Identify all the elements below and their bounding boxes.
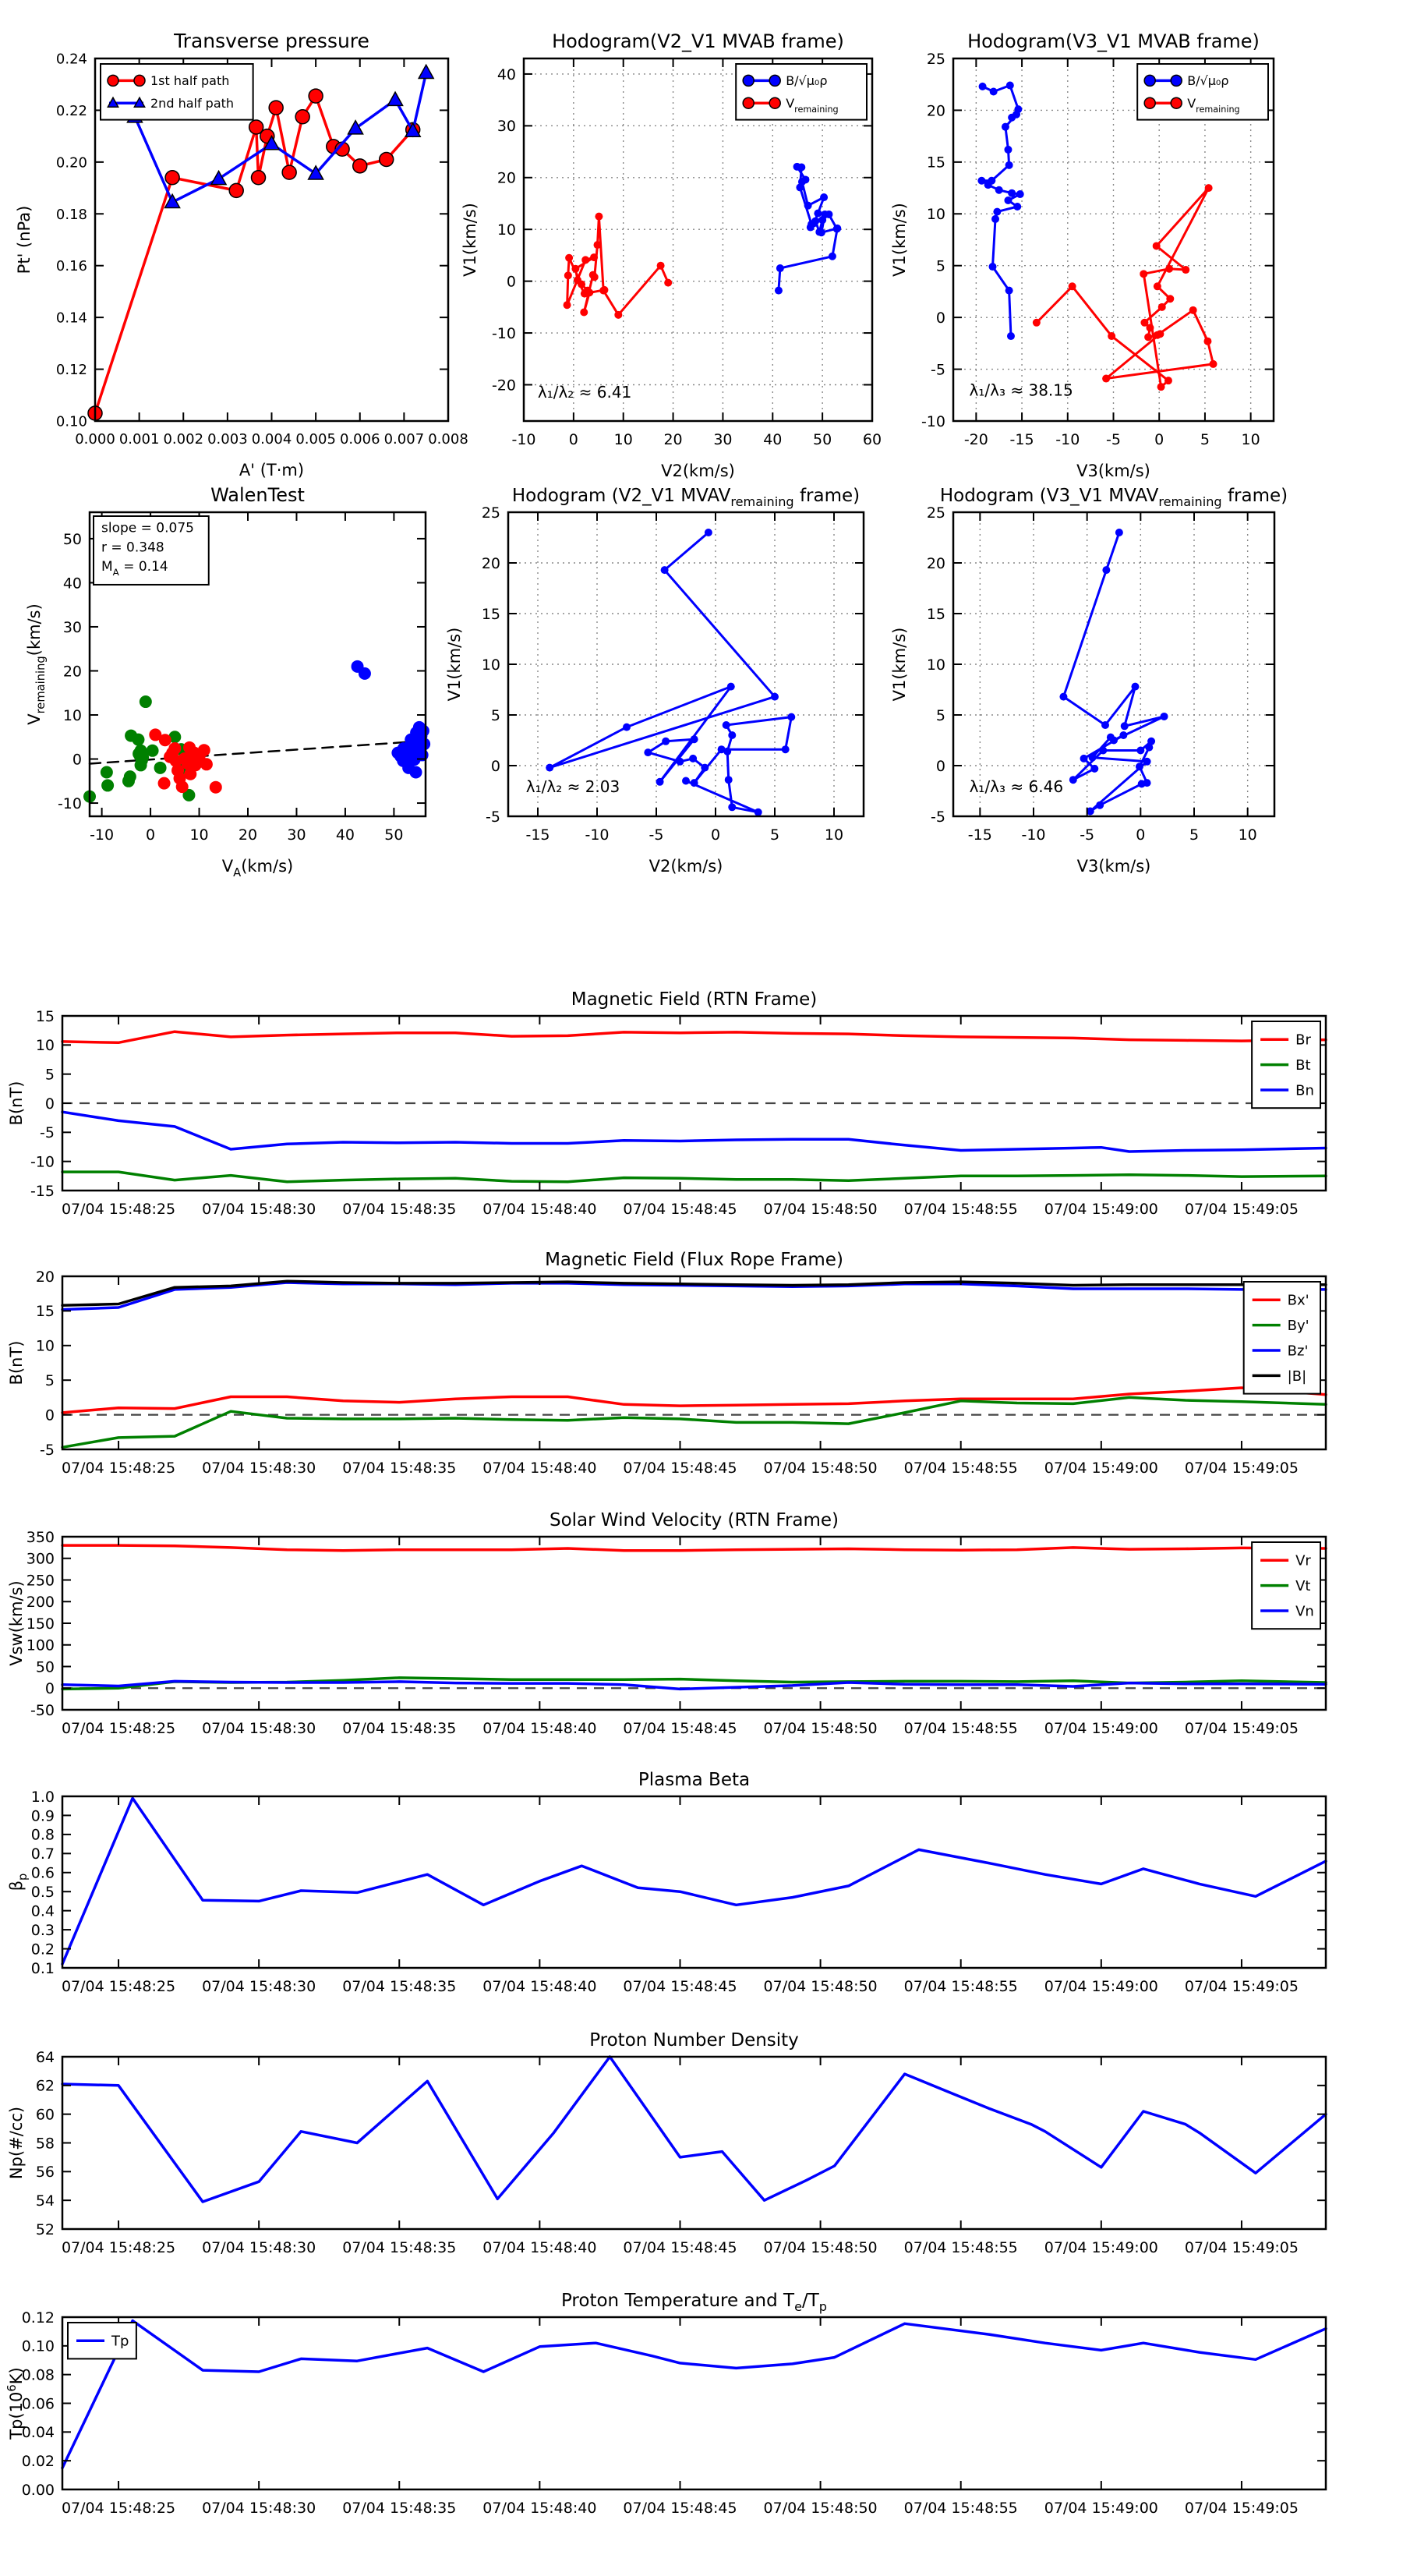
svg-text:0: 0: [72, 751, 82, 769]
svg-text:07/04 15:48:50: 07/04 15:48:50: [763, 1201, 878, 1218]
svg-text:0.08: 0.08: [21, 2366, 55, 2384]
svg-text:20: 20: [35, 1268, 55, 1286]
svg-text:0: 0: [44, 1095, 55, 1113]
svg-text:07/04 15:49:00: 07/04 15:49:00: [1044, 1460, 1158, 1477]
proton-temperature-xtick-labels: [62, 2500, 1299, 2517]
svg-text:07/04 15:48:45: 07/04 15:48:45: [623, 1201, 737, 1218]
svg-text:0: 0: [935, 309, 945, 327]
hodogram-v2v1-mvab-title: Hodogram(V2_V1 MVAB frame): [552, 30, 844, 52]
plasma-beta-ylabel: $\beta_p$: [7, 1873, 30, 1891]
svg-text:300: 300: [26, 1550, 55, 1568]
svg-text:07/04 15:48:50: 07/04 15:48:50: [763, 2500, 878, 2517]
svg-text:|B|: |B|: [1287, 1368, 1307, 1385]
svg-text:0.12: 0.12: [55, 362, 87, 379]
svg-text:-5: -5: [486, 808, 500, 826]
magnetic-field-flux-rope-ylabel: B(nT): [7, 1340, 26, 1385]
svg-text:07/04 15:48:25: 07/04 15:48:25: [61, 1201, 176, 1218]
svg-text:07/04 15:48:45: 07/04 15:48:45: [623, 2239, 737, 2256]
hodogram-v3v1-mvab-lambda-annotation: λ₁/λ₃ ≈ 38.15: [969, 380, 1073, 400]
hodogram-v2v1-mvav-title: Hodogram (V2_V1 $MVAV_{remaining}$ frame): [511, 486, 861, 509]
svg-text:Tp: Tp: [111, 2333, 129, 2350]
svg-text:-10: -10: [1055, 431, 1080, 448]
svg-text:07/04 15:48:40: 07/04 15:48:40: [482, 1978, 597, 1995]
svg-text:10: 10: [35, 1037, 55, 1055]
svg-text:52: 52: [35, 2220, 55, 2238]
svg-text:-10: -10: [57, 794, 82, 812]
svg-text:-20: -20: [491, 377, 516, 395]
svg-text:40: 40: [497, 65, 516, 83]
svg-text:30: 30: [287, 826, 306, 844]
svg-text:07/04 15:48:40: 07/04 15:48:40: [482, 2500, 597, 2517]
svg-text:0.22: 0.22: [55, 102, 87, 119]
svg-text:07/04 15:49:05: 07/04 15:49:05: [1184, 1460, 1299, 1477]
svg-text:07/04 15:49:00: 07/04 15:49:00: [1044, 1978, 1158, 1995]
svg-text:-10: -10: [921, 412, 945, 430]
svg-text:07/04 15:48:55: 07/04 15:48:55: [903, 2500, 1018, 2517]
hodogram-v3v1-mvav-title: Hodogram (V3_V1 $MVAV_{remaining}$ frame): [939, 486, 1288, 509]
magnetic-field-flux-rope-xtick-labels: [62, 1460, 1299, 1477]
svg-text:-5: -5: [648, 826, 664, 844]
svg-text:350: 350: [26, 1528, 55, 1546]
svg-text:0.00: 0.00: [21, 2481, 55, 2499]
svg-text:30: 30: [497, 118, 516, 136]
svg-text:0.04: 0.04: [21, 2424, 55, 2442]
svg-text:60: 60: [35, 2106, 55, 2124]
svg-text:-15: -15: [525, 826, 550, 844]
svg-text:0.006: 0.006: [339, 431, 380, 448]
svg-text:07/04 15:48:45: 07/04 15:48:45: [623, 1460, 737, 1477]
hodogram-v2v1-mvab-legend: [736, 64, 867, 120]
svg-text:10: 10: [1241, 431, 1260, 448]
svg-text:07/04 15:48:25: 07/04 15:48:25: [61, 1720, 176, 1737]
svg-text:07/04 15:48:55: 07/04 15:48:55: [903, 2239, 1018, 2256]
hodogram-v3v1-mvab-ylabel: V1(km/s): [890, 203, 909, 277]
svg-text:20: 20: [926, 554, 945, 572]
svg-text:5: 5: [769, 826, 780, 844]
svg-text:30: 30: [713, 431, 733, 448]
svg-text:07/04 15:48:25: 07/04 15:48:25: [61, 2239, 176, 2256]
hodogram-v2v1-mvav-xlabel: V2(km/s): [648, 857, 723, 876]
svg-text:Vr: Vr: [1295, 1552, 1311, 1569]
magnetic-field-rtn-title: Magnetic Field (RTN Frame): [571, 989, 818, 1010]
svg-text:0: 0: [44, 1407, 55, 1424]
svg-text:30: 30: [62, 618, 82, 636]
svg-text:0: 0: [1154, 431, 1164, 448]
svg-text:07/04 15:48:30: 07/04 15:48:30: [202, 1201, 316, 1218]
svg-text:20: 20: [926, 102, 945, 120]
svg-text:0.10: 0.10: [21, 2337, 55, 2355]
svg-text:20: 20: [497, 169, 516, 187]
svg-text:0.9: 0.9: [30, 1807, 55, 1825]
svg-text:-15: -15: [30, 1182, 55, 1200]
svg-text:0.3: 0.3: [30, 1921, 55, 1939]
svg-text:0.14: 0.14: [55, 310, 87, 327]
svg-text:0.6: 0.6: [30, 1864, 55, 1882]
svg-text:0: 0: [490, 757, 500, 775]
svg-text:58: 58: [35, 2135, 55, 2153]
svg-text:0.2: 0.2: [30, 1941, 55, 1959]
svg-text:-10: -10: [90, 826, 115, 844]
svg-text:Vn: Vn: [1295, 1603, 1314, 1620]
hodogram-v2v1-mvav-ylabel: V1(km/s): [445, 627, 464, 702]
svg-text:07/04 15:48:30: 07/04 15:48:30: [202, 1720, 316, 1737]
svg-text:10: 10: [189, 826, 209, 844]
svg-text:07/04 15:48:40: 07/04 15:48:40: [482, 1201, 597, 1218]
svg-text:0.008: 0.008: [428, 431, 468, 448]
walen-test-stats-box: [94, 516, 209, 585]
svg-text:07/04 15:48:45: 07/04 15:48:45: [623, 2500, 737, 2517]
svg-text:Br: Br: [1295, 1031, 1311, 1049]
svg-text:07/04 15:48:40: 07/04 15:48:40: [482, 1460, 597, 1477]
svg-text:0.18: 0.18: [55, 206, 87, 223]
svg-text:-15: -15: [1009, 431, 1034, 448]
svg-text:-5: -5: [40, 1124, 55, 1142]
svg-text:25: 25: [926, 50, 945, 68]
svg-text:Bx': Bx': [1287, 1292, 1309, 1309]
svg-text:56: 56: [35, 2164, 55, 2181]
svg-text:-5: -5: [40, 1441, 55, 1459]
solar-wind-velocity-rtn-xtick-labels: [62, 1720, 1299, 1737]
svg-text:0.000: 0.000: [75, 431, 115, 448]
svg-text:0: 0: [935, 757, 945, 775]
svg-text:15: 15: [926, 154, 945, 172]
svg-text:54: 54: [35, 2192, 55, 2210]
solar-wind-velocity-rtn-legend: [1252, 1542, 1320, 1629]
hodogram-v2v1-mvab-xlabel: V2(km/s): [661, 462, 735, 480]
svg-text:20: 20: [663, 431, 683, 448]
svg-text:150: 150: [26, 1615, 55, 1633]
svg-text:0: 0: [1136, 826, 1146, 844]
svg-text:-50: -50: [30, 1701, 55, 1719]
svg-text:slope = 0.075: slope = 0.075: [101, 520, 194, 536]
svg-text:25: 25: [481, 504, 500, 522]
svg-text:15: 15: [481, 605, 500, 623]
svg-text:0.06: 0.06: [21, 2395, 55, 2413]
proton-temperature-legend: [68, 2323, 136, 2358]
svg-text:15: 15: [35, 1303, 55, 1321]
svg-text:50: 50: [384, 826, 404, 844]
svg-text:-15: -15: [967, 826, 992, 844]
svg-text:0.8: 0.8: [30, 1826, 55, 1844]
svg-text:0: 0: [44, 1680, 55, 1698]
svg-text:07/04 15:48:35: 07/04 15:48:35: [342, 2500, 457, 2517]
svg-text:07/04 15:48:30: 07/04 15:48:30: [202, 2239, 316, 2256]
svg-text:64: 64: [35, 2048, 55, 2066]
svg-text:0.4: 0.4: [30, 1902, 55, 1920]
svg-text:07/04 15:48:55: 07/04 15:48:55: [903, 1978, 1018, 1995]
svg-text:-10: -10: [511, 431, 536, 448]
svg-text:07/04 15:49:00: 07/04 15:49:00: [1044, 1720, 1158, 1737]
svg-text:0.12: 0.12: [21, 2309, 55, 2327]
svg-text:250: 250: [26, 1572, 55, 1590]
magnetic-field-flux-rope-title: Magnetic Field (Flux Rope Frame): [545, 1250, 843, 1270]
svg-text:0.007: 0.007: [383, 431, 425, 448]
svg-text:07/04 15:48:35: 07/04 15:48:35: [342, 1720, 457, 1737]
hodogram-v3v1-mvav-xlabel: V3(km/s): [1076, 857, 1151, 876]
svg-text:07/04 15:49:05: 07/04 15:49:05: [1184, 1978, 1299, 1995]
svg-text:07/04 15:48:55: 07/04 15:48:55: [903, 1201, 1018, 1218]
svg-text:07/04 15:48:40: 07/04 15:48:40: [482, 1720, 597, 1737]
svg-text:By': By': [1287, 1318, 1309, 1335]
svg-text:0.001: 0.001: [118, 431, 160, 448]
hodogram-v3v1-mvab-xlabel: V3(km/s): [1076, 462, 1150, 480]
walen-test-ylabel: $V_{remaining}(km/s)$: [25, 603, 48, 725]
svg-text:0.1: 0.1: [30, 1959, 55, 1977]
svg-text:10: 10: [35, 1337, 55, 1355]
svg-text:100: 100: [26, 1637, 55, 1654]
svg-text:07/04 15:48:55: 07/04 15:48:55: [903, 1720, 1018, 1737]
svg-text:-10: -10: [491, 324, 516, 342]
transverse-pressure-title: Transverse pressure: [174, 30, 369, 52]
svg-text:-5: -5: [1106, 431, 1121, 448]
svg-text:0: 0: [506, 273, 516, 291]
hodogram-v3v1-mvav-lambda-annotation: λ₁/λ₃ ≈ 6.46: [969, 777, 1064, 796]
hodogram-v3v1-mvav-ylabel: V1(km/s): [890, 627, 909, 702]
proton-temperature-title: Proton Temperature and $T_e/T_p$: [560, 2291, 828, 2314]
svg-text:07/04 15:49:05: 07/04 15:49:05: [1184, 2500, 1299, 2517]
magnetic-field-rtn-xtick-labels: [62, 1201, 1299, 1218]
svg-text:-5: -5: [931, 361, 945, 379]
hodogram-v2v1-mvab-ylabel: V1(km/s): [461, 203, 479, 277]
svg-text:10: 10: [62, 706, 82, 724]
svg-text:2nd half path: 2nd half path: [150, 95, 235, 111]
svg-text:0.24: 0.24: [55, 51, 87, 68]
svg-text:Bt: Bt: [1295, 1057, 1311, 1074]
proton-number-density-xtick-labels: [62, 2239, 1299, 2256]
plasma-beta-xtick-labels: [62, 1978, 1299, 1995]
svg-text:07/04 15:49:00: 07/04 15:49:00: [1044, 2239, 1158, 2256]
svg-text:r = 0.348: r = 0.348: [101, 540, 164, 556]
svg-text:07/04 15:48:50: 07/04 15:48:50: [763, 2239, 878, 2256]
hodogram-v2v1-mvav-lambda-annotation: λ₁/λ₂ ≈ 2.03: [525, 777, 620, 796]
svg-text:0.20: 0.20: [55, 154, 87, 172]
svg-text:07/04 15:49:05: 07/04 15:49:05: [1184, 2239, 1299, 2256]
proton-number-density-title: Proton Number Density: [589, 2030, 799, 2051]
svg-text:5: 5: [490, 706, 500, 724]
magnetic-field-rtn-legend: [1252, 1021, 1320, 1108]
svg-text:50: 50: [813, 431, 832, 448]
transverse-pressure-ylabel: Pt' (nPa): [15, 205, 34, 274]
svg-text:Vremaining: $V_{remaining}$: [1187, 95, 1240, 115]
svg-text:0: 0: [146, 826, 156, 844]
svg-text:07/04 15:48:35: 07/04 15:48:35: [342, 1201, 457, 1218]
svg-text:10: 10: [824, 826, 844, 844]
svg-text:07/04 15:48:30: 07/04 15:48:30: [202, 1460, 316, 1477]
svg-text:0.10: 0.10: [55, 413, 87, 430]
svg-text:0.002: 0.002: [163, 431, 204, 448]
svg-text:07/04 15:48:35: 07/04 15:48:35: [342, 1460, 457, 1477]
svg-text:20: 20: [481, 554, 500, 572]
svg-text:07/04 15:49:00: 07/04 15:49:00: [1044, 2500, 1158, 2517]
svg-text:15: 15: [35, 1007, 55, 1025]
svg-text:07/04 15:49:05: 07/04 15:49:05: [1184, 1201, 1299, 1218]
svg-text:10: 10: [926, 656, 945, 674]
svg-text:07/04 15:48:35: 07/04 15:48:35: [342, 1978, 457, 1995]
transverse-pressure-xtick-labels: [75, 431, 468, 448]
svg-text:07/04 15:48:50: 07/04 15:48:50: [763, 1460, 878, 1477]
svg-text:Vt: Vt: [1295, 1578, 1311, 1595]
svg-text:07/04 15:48:25: 07/04 15:48:25: [61, 1978, 176, 1995]
transverse-pressure-xlabel: A' (T·m): [239, 461, 305, 479]
svg-text:5: 5: [1200, 431, 1210, 448]
hodogram-v3v1-mvab-title: Hodogram(V3_V1 MVAB frame): [967, 30, 1260, 52]
svg-text:0.003: 0.003: [207, 431, 248, 448]
svg-text:-10: -10: [30, 1153, 55, 1171]
plasma-beta-title: Plasma Beta: [638, 1770, 751, 1790]
svg-text:5: 5: [44, 1066, 55, 1084]
svg-text:-5: -5: [931, 808, 945, 826]
svg-text:0.004: 0.004: [251, 431, 292, 448]
svg-text:0: 0: [568, 431, 578, 448]
svg-text:0.02: 0.02: [21, 2453, 55, 2471]
svg-text:0.5: 0.5: [30, 1884, 55, 1902]
svg-text:Vremaining: $V_{remaining}$: [786, 95, 839, 115]
svg-text:07/04 15:49:05: 07/04 15:49:05: [1184, 1720, 1299, 1737]
svg-text:1.0: 1.0: [30, 1788, 55, 1806]
svg-text:10: 10: [613, 431, 633, 448]
svg-text:10: 10: [926, 206, 945, 224]
svg-text:10: 10: [481, 656, 500, 674]
svg-text:15: 15: [926, 605, 945, 623]
svg-text:60: 60: [862, 431, 882, 448]
svg-text:-10: -10: [585, 826, 610, 844]
magnetic-field-rtn-ylabel: B(nT): [7, 1081, 26, 1126]
svg-text:0.16: 0.16: [55, 258, 87, 275]
svg-text:07/04 15:48:40: 07/04 15:48:40: [482, 2239, 597, 2256]
svg-text:07/04 15:48:35: 07/04 15:48:35: [342, 2239, 457, 2256]
svg-text:07/04 15:48:50: 07/04 15:48:50: [763, 1978, 878, 1995]
svg-text:0.005: 0.005: [295, 431, 336, 448]
proton-temperature-ylabel: $Tp(10^6K)$: [5, 2367, 26, 2440]
svg-text:10: 10: [1238, 826, 1257, 844]
transverse-pressure-legend: [101, 64, 253, 120]
svg-text:07/04 15:48:30: 07/04 15:48:30: [202, 2500, 316, 2517]
svg-text:B/√μ₀ρ: B/√μ₀ρ: [1187, 73, 1229, 89]
proton-number-density-ylabel: Np(#/cc): [7, 2106, 26, 2180]
svg-text:07/04 15:48:25: 07/04 15:48:25: [61, 2500, 176, 2517]
svg-text:Bn: Bn: [1295, 1082, 1314, 1099]
hodogram-v3v1-mvab-legend: [1137, 64, 1268, 120]
svg-text:B/√μ₀ρ: B/√μ₀ρ: [786, 73, 828, 89]
svg-text:40: 40: [763, 431, 783, 448]
svg-text:50: 50: [62, 530, 82, 548]
svg-text:20: 20: [62, 663, 82, 681]
svg-text:40: 40: [335, 826, 355, 844]
svg-text:50: 50: [35, 1658, 55, 1676]
svg-text:MA = 0.14: $M_A = 0.14$: [101, 558, 168, 578]
solar-wind-velocity-rtn-ylabel: Vsw(km/s): [7, 1580, 26, 1666]
svg-text:0: 0: [710, 826, 721, 844]
walen-test-xlabel: $V_A(km/s)$: [221, 857, 294, 879]
svg-text:5: 5: [1189, 826, 1200, 844]
hodogram-v2v1-mvab-lambda-annotation: λ₁/λ₂ ≈ 6.41: [537, 382, 632, 402]
solar-wind-velocity-rtn-title: Solar Wind Velocity (RTN Frame): [549, 1510, 839, 1530]
svg-text:Bz': Bz': [1287, 1343, 1309, 1360]
svg-text:1st half path: 1st half path: [150, 73, 230, 89]
svg-text:5: 5: [935, 257, 945, 275]
svg-text:07/04 15:48:30: 07/04 15:48:30: [202, 1978, 316, 1995]
walen-test-title: WalenTest: [210, 484, 305, 506]
svg-text:5: 5: [44, 1372, 55, 1390]
svg-text:0.7: 0.7: [30, 1845, 55, 1863]
svg-text:07/04 15:48:55: 07/04 15:48:55: [903, 1460, 1018, 1477]
svg-text:10: 10: [497, 221, 516, 239]
svg-text:07/04 15:48:45: 07/04 15:48:45: [623, 1720, 737, 1737]
svg-text:-10: -10: [1021, 826, 1046, 844]
svg-text:200: 200: [26, 1594, 55, 1612]
svg-text:40: 40: [62, 575, 82, 593]
svg-text:25: 25: [926, 504, 945, 522]
magnetic-field-flux-rope-legend: [1244, 1282, 1320, 1394]
svg-text:07/04 15:48:45: 07/04 15:48:45: [623, 1978, 737, 1995]
svg-text:5: 5: [935, 706, 945, 724]
svg-text:-20: -20: [963, 431, 988, 448]
svg-text:-5: -5: [1080, 826, 1095, 844]
svg-text:20: 20: [238, 826, 258, 844]
svg-text:62: 62: [35, 2077, 55, 2095]
svg-text:07/04 15:48:50: 07/04 15:48:50: [763, 1720, 878, 1737]
svg-text:07/04 15:48:25: 07/04 15:48:25: [61, 1460, 176, 1477]
svg-text:07/04 15:49:00: 07/04 15:49:00: [1044, 1201, 1158, 1218]
